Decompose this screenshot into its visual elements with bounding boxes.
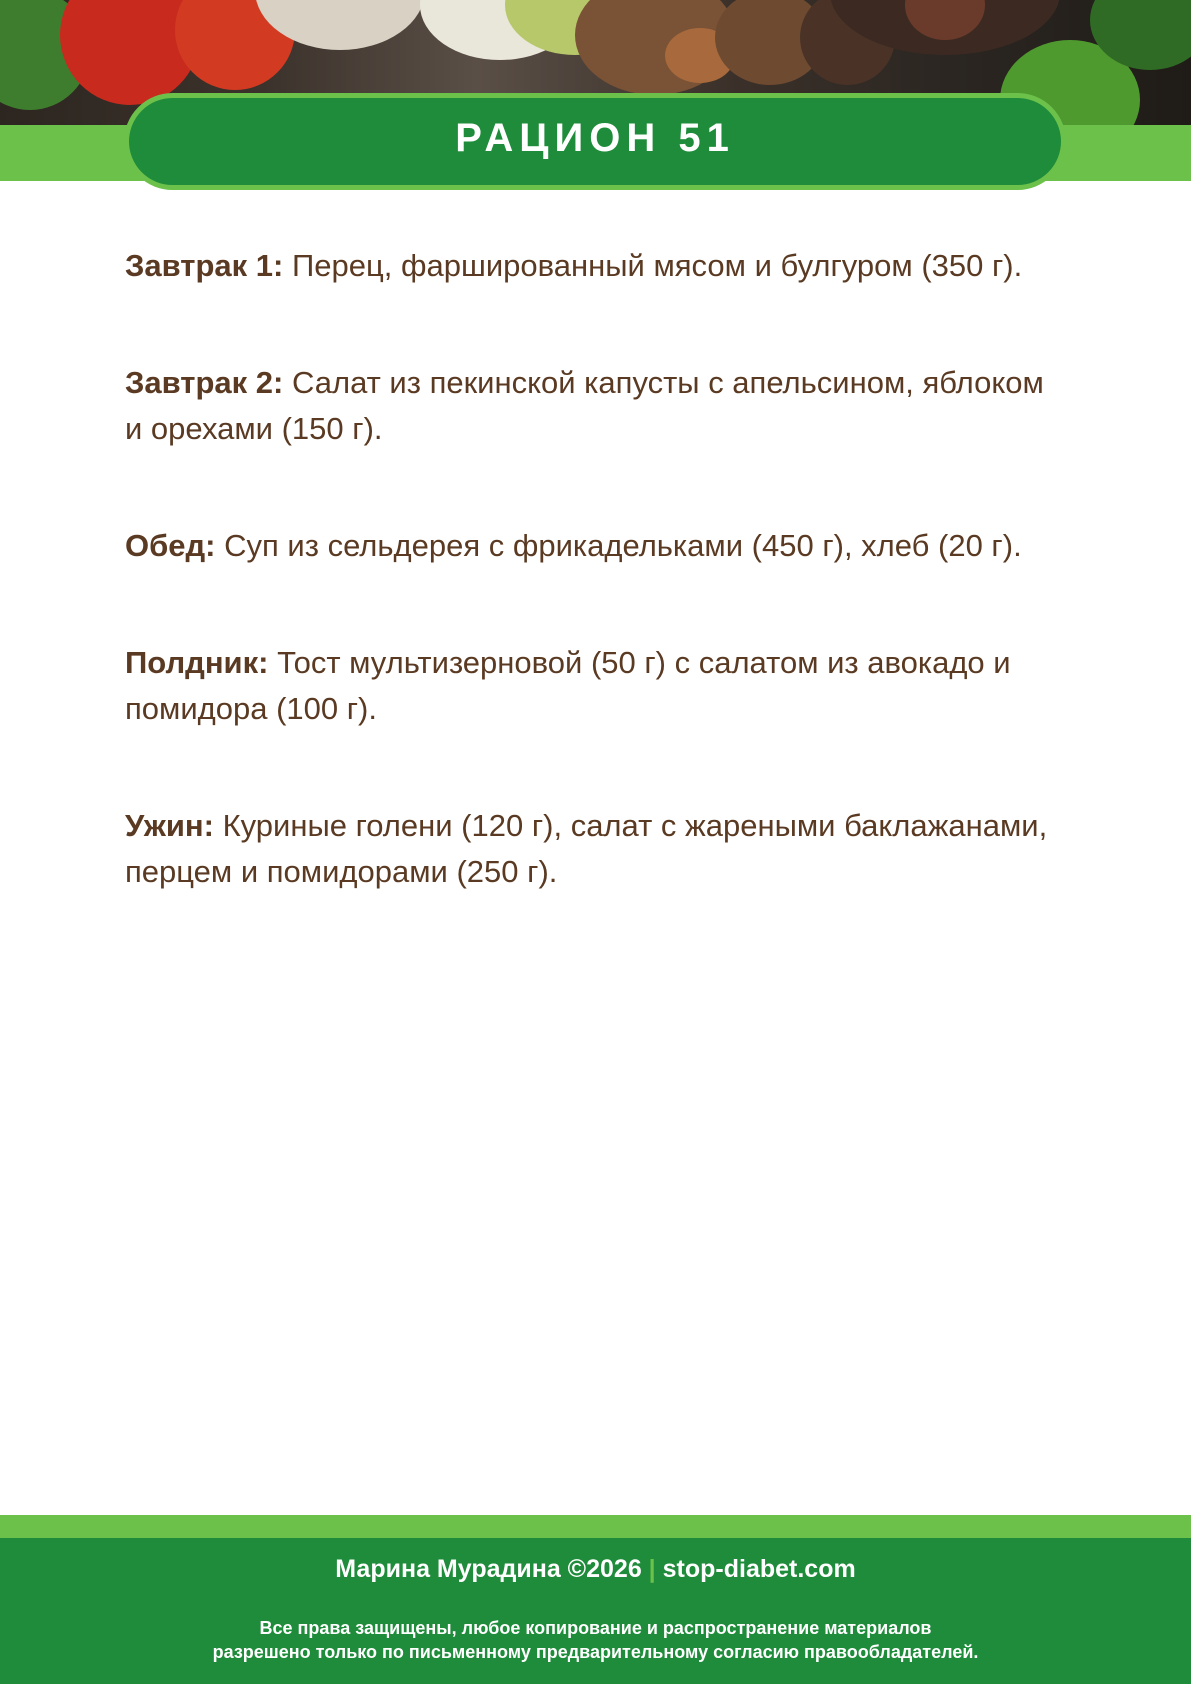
- rights-line-1: Все права защищены, любое копирование и распространение материалов: [259, 1618, 932, 1638]
- rights-notice: [0, 1616, 1191, 1664]
- meal-label: Полдник:: [125, 645, 269, 680]
- page-title: РАЦИОН 51: [455, 116, 735, 160]
- meal-dinner: [125, 803, 1065, 895]
- footer-separator: |: [648, 1555, 656, 1583]
- title-banner: [124, 93, 1066, 190]
- meal-text: Тост мультизерновой (50 г) с салатом из авокадо и помидора (100 г).: [125, 645, 1011, 726]
- meal-label: Завтрак 1:: [125, 248, 284, 283]
- meal-text: Куриные голени (120 г), салат с жареными баклажанами, перцем и помидорами (250 г).: [125, 808, 1048, 889]
- meal-label: Ужин:: [125, 808, 214, 843]
- meal-label: Завтрак 2:: [125, 365, 284, 400]
- footer-green-strip: [0, 1515, 1191, 1538]
- meal-label: Обед:: [125, 528, 216, 563]
- footer: [0, 1538, 1191, 1684]
- meal-breakfast-2: [125, 360, 1065, 452]
- author-copyright: Марина Мурадина ©2026: [335, 1555, 642, 1583]
- meal-text: Суп из сельдерея с фрикадельками (450 г), хлеб (20 г).: [224, 528, 1022, 563]
- meal-text: Перец, фаршированный мясом и булгуром (350 г).: [292, 248, 1023, 283]
- meal-lunch: [125, 523, 1065, 569]
- rights-line-2: разрешено только по письменному предварительному согласию правообладателей.: [212, 1642, 979, 1662]
- site-link[interactable]: stop-diabet.com: [662, 1555, 856, 1583]
- meal-breakfast-1: [125, 243, 1065, 289]
- meal-text: Салат из пекинской капусты с апельсином, яблоком и орехами (150 г).: [125, 365, 1044, 446]
- footer-credits: [0, 1555, 1191, 1584]
- meal-snack: [125, 640, 1065, 732]
- meal-list: [125, 243, 1065, 966]
